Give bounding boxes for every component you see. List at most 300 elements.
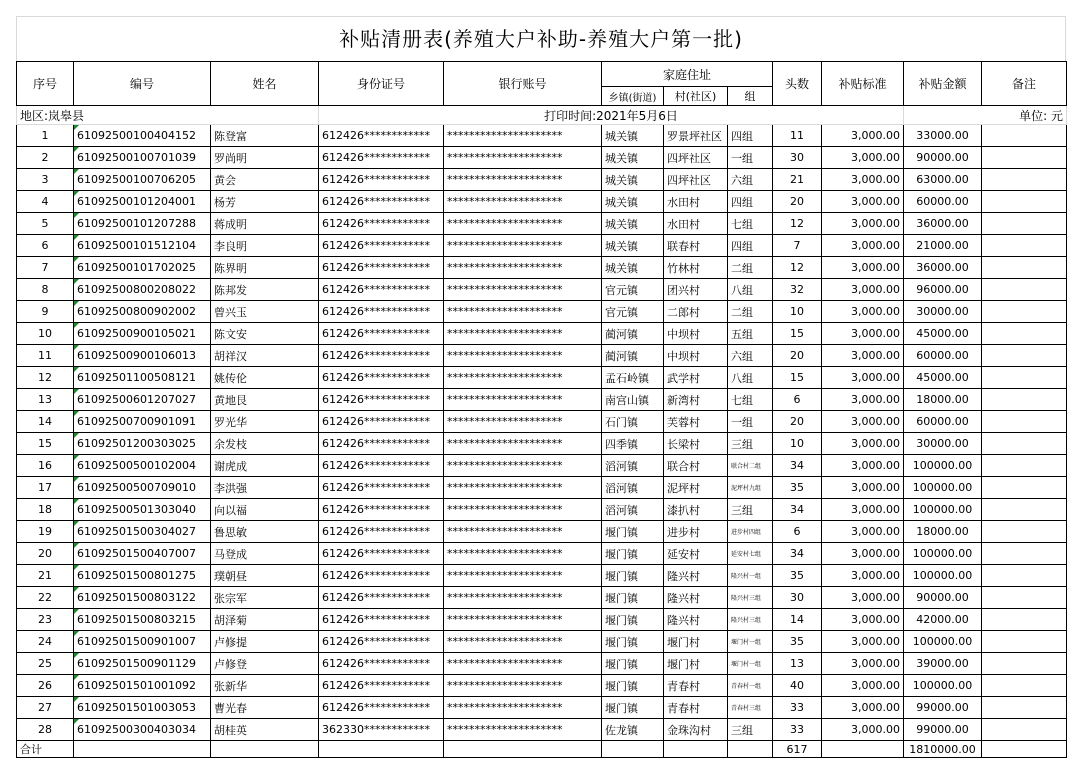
township-cell: 城关镇: [602, 213, 664, 235]
id-cell: 612426************: [319, 675, 444, 697]
heads-cell: 14: [773, 609, 822, 631]
id-cell: 612426************: [319, 191, 444, 213]
name-cell: 张新华: [211, 675, 319, 697]
subsidy-sheet: [16, 16, 1066, 758]
note-cell: [982, 323, 1067, 345]
heads-cell: 15: [773, 367, 822, 389]
group-cell: 青春村三组: [728, 697, 773, 719]
table-row: [17, 301, 1067, 323]
name-cell: 李良明: [211, 235, 319, 257]
township-cell: 堰门镇: [602, 543, 664, 565]
note-cell: [982, 433, 1067, 455]
amount-cell: 21000.00: [904, 235, 982, 257]
village-cell: 隆兴村: [664, 565, 728, 587]
note-cell: [982, 279, 1067, 301]
standard-cell: 3,000.00: [822, 521, 904, 543]
header-note: 备注: [982, 62, 1067, 106]
heads-cell: 35: [773, 631, 822, 653]
bank-cell: *********************: [444, 719, 602, 741]
name-cell: 黄会: [211, 169, 319, 191]
header-township: 乡镇(街道): [602, 87, 664, 106]
group-cell: 隆兴村三组: [728, 609, 773, 631]
bank-cell: *********************: [444, 697, 602, 719]
village-cell: 进步村: [664, 521, 728, 543]
note-cell: [982, 213, 1067, 235]
group-cell: 四组: [728, 235, 773, 257]
header-amount: 补贴金额: [904, 62, 982, 106]
print-time: 打印时间:2021年5月6日: [319, 106, 904, 125]
bank-cell: *********************: [444, 675, 602, 697]
seq-cell: 28: [17, 719, 74, 741]
standard-cell: 3,000.00: [822, 631, 904, 653]
code-cell: 61092500501303040: [74, 499, 211, 521]
table-row: [17, 675, 1067, 697]
heads-cell: 13: [773, 653, 822, 675]
standard-cell: 3,000.00: [822, 345, 904, 367]
name-cell: 胡泽菊: [211, 609, 319, 631]
village-cell: 联合村: [664, 455, 728, 477]
header-address: 家庭住址: [602, 62, 773, 87]
heads-cell: 32: [773, 279, 822, 301]
amount-cell: 36000.00: [904, 257, 982, 279]
table-row: [17, 147, 1067, 169]
note-cell: [982, 169, 1067, 191]
name-cell: 曹光春: [211, 697, 319, 719]
note-cell: [982, 609, 1067, 631]
region-label: 地区:岚皋县: [17, 106, 319, 125]
code-cell: 61092500900105021: [74, 323, 211, 345]
standard-cell: 3,000.00: [822, 279, 904, 301]
seq-cell: 26: [17, 675, 74, 697]
id-cell: 612426************: [319, 125, 444, 147]
id-cell: 612426************: [319, 587, 444, 609]
table-row: [17, 367, 1067, 389]
id-cell: 612426************: [319, 235, 444, 257]
bank-cell: *********************: [444, 587, 602, 609]
code-cell: 61092501500901007: [74, 631, 211, 653]
bank-cell: *********************: [444, 301, 602, 323]
name-cell: 胡祥汉: [211, 345, 319, 367]
name-cell: 谢虎成: [211, 455, 319, 477]
code-cell: 61092500101702025: [74, 257, 211, 279]
standard-cell: 3,000.00: [822, 609, 904, 631]
name-cell: 陈文安: [211, 323, 319, 345]
bank-cell: *********************: [444, 455, 602, 477]
group-cell: 隆兴村一组: [728, 565, 773, 587]
table-row: [17, 191, 1067, 213]
village-cell: 金珠沟村: [664, 719, 728, 741]
id-cell: 612426************: [319, 543, 444, 565]
standard-cell: 3,000.00: [822, 169, 904, 191]
village-cell: 青春村: [664, 675, 728, 697]
seq-cell: 11: [17, 345, 74, 367]
table-row: [17, 499, 1067, 521]
seq-cell: 9: [17, 301, 74, 323]
note-cell: [982, 389, 1067, 411]
table-row: [17, 411, 1067, 433]
table-row: [17, 543, 1067, 565]
table-row: [17, 587, 1067, 609]
id-cell: 612426************: [319, 279, 444, 301]
bank-cell: *********************: [444, 147, 602, 169]
seq-cell: 27: [17, 697, 74, 719]
standard-cell: 3,000.00: [822, 213, 904, 235]
header-id: 身份证号: [319, 62, 444, 106]
seq-cell: 14: [17, 411, 74, 433]
seq-cell: 12: [17, 367, 74, 389]
heads-cell: 20: [773, 191, 822, 213]
id-cell: 612426************: [319, 411, 444, 433]
township-cell: 城关镇: [602, 235, 664, 257]
seq-cell: 22: [17, 587, 74, 609]
village-cell: 联春村: [664, 235, 728, 257]
table-row: [17, 631, 1067, 653]
standard-cell: 3,000.00: [822, 587, 904, 609]
name-cell: 罗尚明: [211, 147, 319, 169]
village-cell: 竹林村: [664, 257, 728, 279]
group-cell: 联合村二组: [728, 455, 773, 477]
group-cell: 青春村一组: [728, 675, 773, 697]
code-cell: 61092500900106013: [74, 345, 211, 367]
bank-cell: *********************: [444, 235, 602, 257]
group-cell: 八组: [728, 279, 773, 301]
name-cell: 向以福: [211, 499, 319, 521]
heads-cell: 7: [773, 235, 822, 257]
code-cell: 61092501500407007: [74, 543, 211, 565]
village-cell: 团兴村: [664, 279, 728, 301]
seq-cell: 1: [17, 125, 74, 147]
seq-cell: 18: [17, 499, 74, 521]
name-cell: 李洪强: [211, 477, 319, 499]
seq-cell: 7: [17, 257, 74, 279]
header-standard: 补贴标准: [822, 62, 904, 106]
unit-label: 单位: 元: [904, 106, 1067, 125]
heads-cell: 10: [773, 301, 822, 323]
name-cell: 余发枝: [211, 433, 319, 455]
table-body: [17, 125, 1067, 741]
code-cell: 61092500101204001: [74, 191, 211, 213]
code-cell: 61092500500709010: [74, 477, 211, 499]
note-cell: [982, 521, 1067, 543]
bank-cell: *********************: [444, 433, 602, 455]
group-cell: 六组: [728, 345, 773, 367]
township-cell: 佐龙镇: [602, 719, 664, 741]
standard-cell: 3,000.00: [822, 411, 904, 433]
bank-cell: *********************: [444, 389, 602, 411]
heads-cell: 15: [773, 323, 822, 345]
table-row: [17, 235, 1067, 257]
standard-cell: 3,000.00: [822, 147, 904, 169]
code-cell: 61092500100404152: [74, 125, 211, 147]
table-row: [17, 279, 1067, 301]
bank-cell: *********************: [444, 213, 602, 235]
township-cell: 滔河镇: [602, 455, 664, 477]
amount-cell: 96000.00: [904, 279, 982, 301]
amount-cell: 60000.00: [904, 345, 982, 367]
group-cell: 三组: [728, 433, 773, 455]
township-cell: 城关镇: [602, 169, 664, 191]
group-cell: 二组: [728, 301, 773, 323]
table-row: [17, 455, 1067, 477]
township-cell: 南宫山镇: [602, 389, 664, 411]
standard-cell: 3,000.00: [822, 323, 904, 345]
amount-cell: 18000.00: [904, 389, 982, 411]
township-cell: 堰门镇: [602, 587, 664, 609]
village-cell: 隆兴村: [664, 609, 728, 631]
standard-cell: 3,000.00: [822, 433, 904, 455]
code-cell: 61092501501001092: [74, 675, 211, 697]
bank-cell: *********************: [444, 499, 602, 521]
table-row: [17, 169, 1067, 191]
code-cell: 61092500100701039: [74, 147, 211, 169]
township-cell: 官元镇: [602, 301, 664, 323]
township-cell: 城关镇: [602, 147, 664, 169]
id-cell: 612426************: [319, 455, 444, 477]
township-cell: 蔺河镇: [602, 345, 664, 367]
group-cell: 六组: [728, 169, 773, 191]
standard-cell: 3,000.00: [822, 565, 904, 587]
bank-cell: *********************: [444, 543, 602, 565]
standard-cell: 3,000.00: [822, 191, 904, 213]
amount-cell: 90000.00: [904, 147, 982, 169]
table-row: [17, 389, 1067, 411]
standard-cell: 3,000.00: [822, 499, 904, 521]
name-cell: 罗光华: [211, 411, 319, 433]
note-cell: [982, 147, 1067, 169]
code-cell: 61092500101512104: [74, 235, 211, 257]
name-cell: 黄地艮: [211, 389, 319, 411]
seq-cell: 24: [17, 631, 74, 653]
seq-cell: 3: [17, 169, 74, 191]
township-cell: 石门镇: [602, 411, 664, 433]
township-cell: 堰门镇: [602, 675, 664, 697]
bank-cell: *********************: [444, 653, 602, 675]
code-cell: 61092501500901129: [74, 653, 211, 675]
amount-cell: 30000.00: [904, 301, 982, 323]
code-cell: 61092501500801275: [74, 565, 211, 587]
seq-cell: 15: [17, 433, 74, 455]
id-cell: 612426************: [319, 301, 444, 323]
table-row: [17, 653, 1067, 675]
heads-cell: 34: [773, 543, 822, 565]
code-cell: 61092500300403034: [74, 719, 211, 741]
village-cell: 漆扒村: [664, 499, 728, 521]
code-cell: 61092500100706205: [74, 169, 211, 191]
standard-cell: 3,000.00: [822, 455, 904, 477]
name-cell: 张宗军: [211, 587, 319, 609]
heads-cell: 40: [773, 675, 822, 697]
standard-cell: 3,000.00: [822, 477, 904, 499]
village-cell: 武学村: [664, 367, 728, 389]
name-cell: 卢修提: [211, 631, 319, 653]
table-row: [17, 125, 1067, 147]
heads-cell: 34: [773, 455, 822, 477]
village-cell: 泥坪村: [664, 477, 728, 499]
total-heads: 617: [773, 741, 822, 758]
heads-cell: 11: [773, 125, 822, 147]
bank-cell: *********************: [444, 565, 602, 587]
seq-cell: 16: [17, 455, 74, 477]
seq-cell: 25: [17, 653, 74, 675]
amount-cell: 99000.00: [904, 697, 982, 719]
township-cell: 堰门镇: [602, 631, 664, 653]
standard-cell: 3,000.00: [822, 675, 904, 697]
heads-cell: 30: [773, 147, 822, 169]
bank-cell: *********************: [444, 125, 602, 147]
village-cell: 新湾村: [664, 389, 728, 411]
id-cell: 612426************: [319, 697, 444, 719]
note-cell: [982, 499, 1067, 521]
seq-cell: 5: [17, 213, 74, 235]
standard-cell: 3,000.00: [822, 125, 904, 147]
village-cell: 隆兴村: [664, 587, 728, 609]
standard-cell: 3,000.00: [822, 697, 904, 719]
village-cell: 中坝村: [664, 345, 728, 367]
note-cell: [982, 125, 1067, 147]
name-cell: 卢修登: [211, 653, 319, 675]
township-cell: 官元镇: [602, 279, 664, 301]
heads-cell: 33: [773, 719, 822, 741]
header-name: 姓名: [211, 62, 319, 106]
header-bank: 银行账号: [444, 62, 602, 106]
name-cell: 马登成: [211, 543, 319, 565]
amount-cell: 45000.00: [904, 367, 982, 389]
heads-cell: 10: [773, 433, 822, 455]
id-cell: 612426************: [319, 565, 444, 587]
total-amount: 1810000.00: [904, 741, 982, 758]
amount-cell: 100000.00: [904, 543, 982, 565]
id-cell: 612426************: [319, 499, 444, 521]
note-cell: [982, 257, 1067, 279]
note-cell: [982, 367, 1067, 389]
group-cell: 堰门村一组: [728, 631, 773, 653]
name-cell: 陈邦发: [211, 279, 319, 301]
note-cell: [982, 697, 1067, 719]
amount-cell: 60000.00: [904, 411, 982, 433]
id-cell: 612426************: [319, 147, 444, 169]
code-cell: 61092500500102004: [74, 455, 211, 477]
id-cell: 612426************: [319, 389, 444, 411]
note-cell: [982, 565, 1067, 587]
heads-cell: 6: [773, 521, 822, 543]
header-heads: 头数: [773, 62, 822, 106]
seq-cell: 4: [17, 191, 74, 213]
group-cell: 二组: [728, 257, 773, 279]
township-cell: 城关镇: [602, 125, 664, 147]
heads-cell: 20: [773, 411, 822, 433]
standard-cell: 3,000.00: [822, 301, 904, 323]
standard-cell: 3,000.00: [822, 257, 904, 279]
name-cell: 蒋成明: [211, 213, 319, 235]
heads-cell: 12: [773, 213, 822, 235]
note-cell: [982, 587, 1067, 609]
amount-cell: 33000.00: [904, 125, 982, 147]
code-cell: 61092501500304027: [74, 521, 211, 543]
village-cell: 水田村: [664, 191, 728, 213]
id-cell: 612426************: [319, 653, 444, 675]
code-cell: 61092501501003053: [74, 697, 211, 719]
village-cell: 中坝村: [664, 323, 728, 345]
seq-cell: 23: [17, 609, 74, 631]
heads-cell: 33: [773, 697, 822, 719]
heads-cell: 35: [773, 477, 822, 499]
table-row: [17, 477, 1067, 499]
code-cell: 61092500101207288: [74, 213, 211, 235]
seq-cell: 17: [17, 477, 74, 499]
id-cell: 612426************: [319, 257, 444, 279]
table-row: [17, 521, 1067, 543]
heads-cell: 34: [773, 499, 822, 521]
seq-cell: 6: [17, 235, 74, 257]
seq-cell: 19: [17, 521, 74, 543]
note-cell: [982, 653, 1067, 675]
heads-cell: 12: [773, 257, 822, 279]
code-cell: 61092500700901091: [74, 411, 211, 433]
group-cell: 五组: [728, 323, 773, 345]
name-cell: 杨芳: [211, 191, 319, 213]
table-row: [17, 719, 1067, 741]
village-cell: 长梁村: [664, 433, 728, 455]
code-cell: 61092501500803122: [74, 587, 211, 609]
village-cell: 二郎村: [664, 301, 728, 323]
township-cell: 堰门镇: [602, 697, 664, 719]
id-cell: 612426************: [319, 609, 444, 631]
name-cell: 陈登富: [211, 125, 319, 147]
group-cell: 一组: [728, 147, 773, 169]
heads-cell: 21: [773, 169, 822, 191]
village-cell: 芙蓉村: [664, 411, 728, 433]
amount-cell: 100000.00: [904, 455, 982, 477]
subsidy-table: [16, 61, 1067, 758]
note-cell: [982, 301, 1067, 323]
village-cell: 水田村: [664, 213, 728, 235]
bank-cell: *********************: [444, 169, 602, 191]
code-cell: 61092500800208022: [74, 279, 211, 301]
township-cell: 堰门镇: [602, 609, 664, 631]
code-cell: 61092501100508121: [74, 367, 211, 389]
township-cell: 城关镇: [602, 257, 664, 279]
village-cell: 四坪社区: [664, 169, 728, 191]
amount-cell: 100000.00: [904, 499, 982, 521]
group-cell: 延安村七组: [728, 543, 773, 565]
id-cell: 612426************: [319, 169, 444, 191]
table-row: [17, 697, 1067, 719]
village-cell: 罗景坪社区: [664, 125, 728, 147]
note-cell: [982, 477, 1067, 499]
village-cell: 四坪社区: [664, 147, 728, 169]
name-cell: 曾兴玉: [211, 301, 319, 323]
note-cell: [982, 675, 1067, 697]
total-label: 合计: [17, 741, 74, 758]
standard-cell: 3,000.00: [822, 389, 904, 411]
seq-cell: 2: [17, 147, 74, 169]
id-cell: 612426************: [319, 367, 444, 389]
id-cell: 362330************: [319, 719, 444, 741]
township-cell: 滔河镇: [602, 499, 664, 521]
heads-cell: 20: [773, 345, 822, 367]
seq-cell: 13: [17, 389, 74, 411]
amount-cell: 45000.00: [904, 323, 982, 345]
seq-cell: 20: [17, 543, 74, 565]
group-cell: 七组: [728, 213, 773, 235]
amount-cell: 100000.00: [904, 631, 982, 653]
group-cell: 堰门村一组: [728, 653, 773, 675]
id-cell: 612426************: [319, 323, 444, 345]
township-cell: 滔河镇: [602, 477, 664, 499]
bank-cell: *********************: [444, 279, 602, 301]
name-cell: 璞朝昼: [211, 565, 319, 587]
seq-cell: 8: [17, 279, 74, 301]
